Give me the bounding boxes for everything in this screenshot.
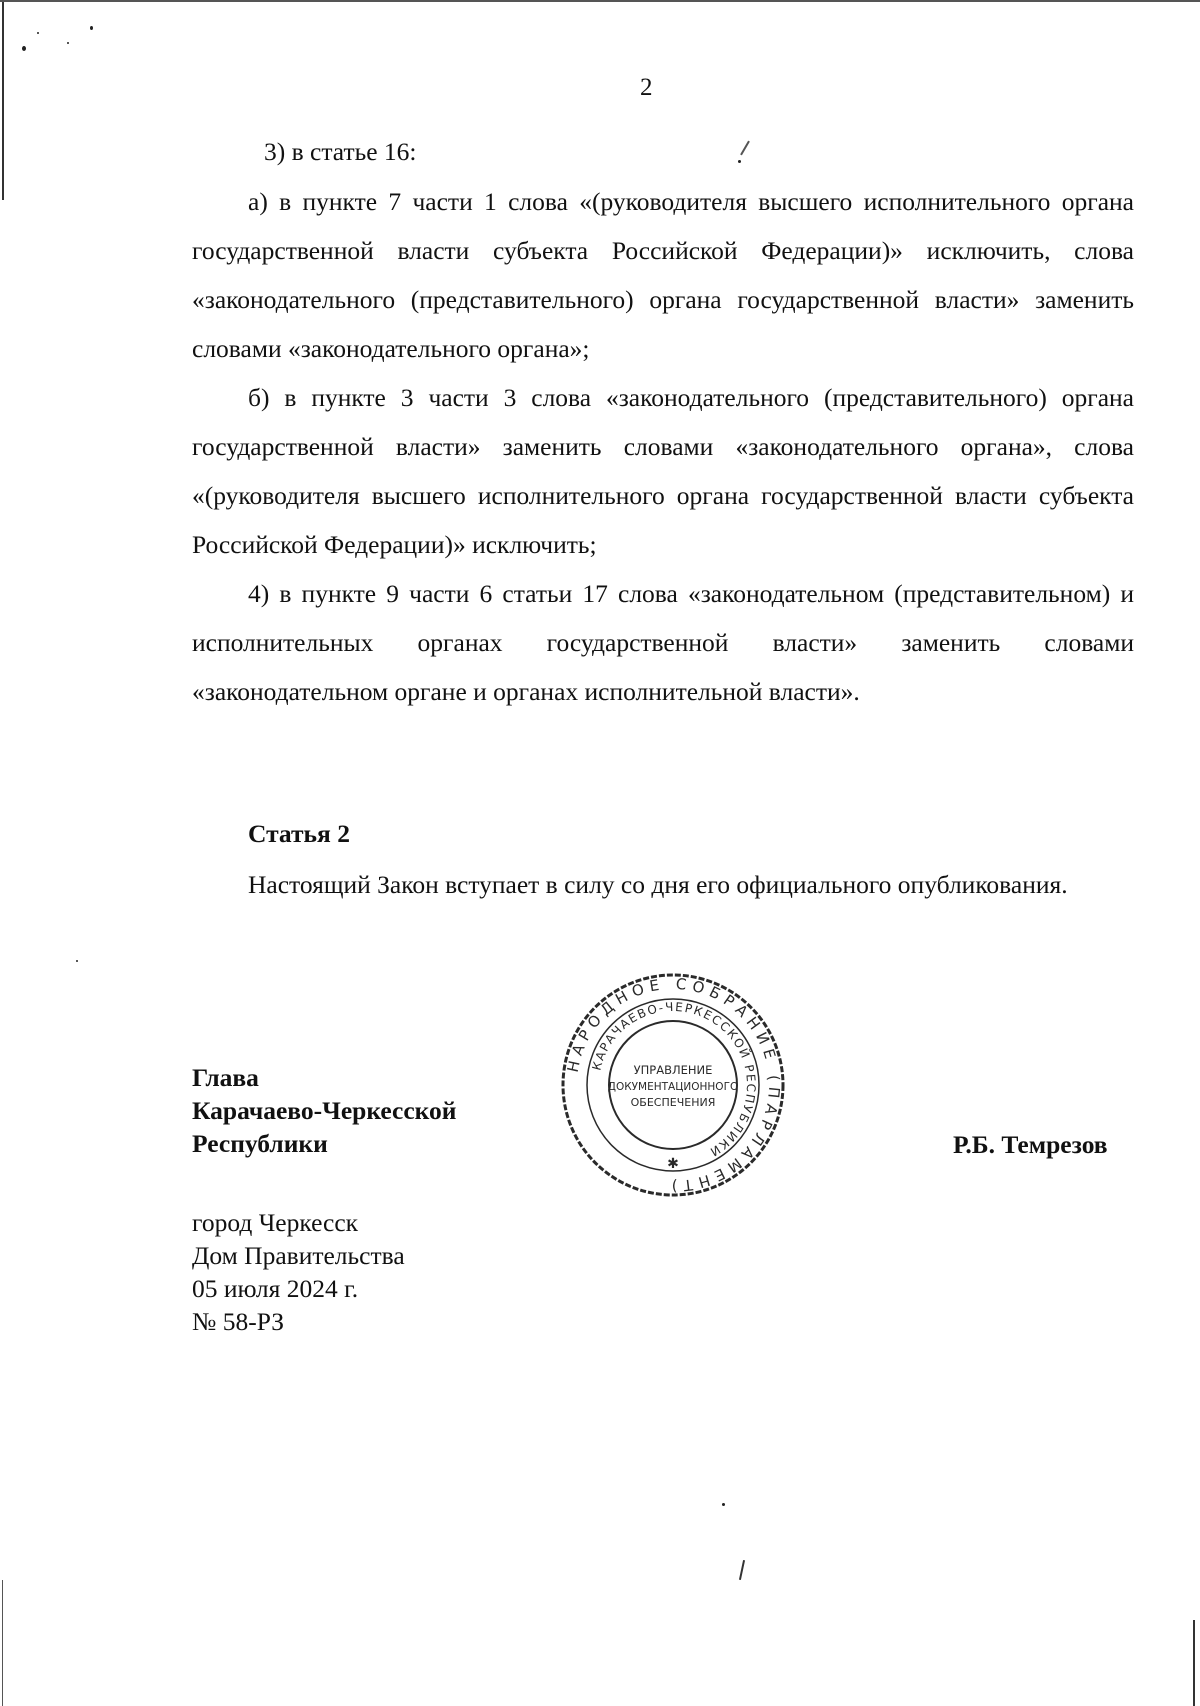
scan-speck	[722, 1503, 725, 1506]
signature-title	[192, 1061, 456, 1160]
stamp-center-line: ОБЕСПЕЧЕНИЯ	[630, 1096, 716, 1109]
page-number: 2	[640, 74, 653, 101]
paragraph-item-3: 3) в статье 16:	[264, 137, 417, 166]
signature-title-line: Республики	[192, 1129, 328, 1158]
signature-title-line: Глава	[192, 1063, 259, 1092]
scan-left-edge-line	[2, 0, 4, 200]
place-building: Дом Правительства	[192, 1241, 405, 1270]
scan-speck	[76, 960, 78, 962]
scan-speck	[90, 26, 93, 30]
place-city: город Черкесск	[192, 1208, 359, 1237]
paragraph-subitem-a: а) в пункте 7 части 1 слова «(руководителя высшего исполнительного органа государственной власти субъекта Российской Федерации)» исключить, слова «законодательного (представительного) органа государственной власти» заменить словами «законодательного органа»;	[192, 187, 1134, 363]
scan-pen-mark	[739, 1560, 745, 1580]
stamp-center-line: УПРАВЛЕНИЕ	[633, 1063, 713, 1077]
scan-top-edge-line	[0, 0, 1200, 2]
scan-speck	[37, 32, 39, 34]
document-number: № 58-РЗ	[192, 1307, 284, 1336]
stamp-star-icon: ✱	[667, 1156, 679, 1172]
article-text: Настоящий Закон вступает в силу со дня его официального опубликования.	[248, 870, 1068, 899]
stamp-inner-text: КАРАЧАЕВО-ЧЕРКЕССКОЙ РЕСПУБЛИКИ	[589, 999, 759, 1160]
paragraph-item-4: 4) в пункте 9 части 6 статьи 17 слова «законодательном (представительном) и исполнительных органах государственной власти» заменить словами «законодательном органе и органах исполнительной власти».	[192, 579, 1134, 706]
scan-speck	[22, 46, 26, 51]
scan-bottom-left-line	[2, 1580, 3, 1706]
stamp-outer-text: НАРОДНОЕ СОБРАНИЕ (ПАРЛАМЕНТ)	[563, 974, 784, 1196]
signer-name: Р.Б. Темрезов	[953, 1130, 1108, 1159]
scan-right-edge-line	[1193, 1620, 1195, 1706]
scan-speck	[67, 42, 69, 44]
article-heading: Статья 2	[248, 819, 350, 848]
stamp-center-line: ДОКУМЕНТАЦИОННОГО	[607, 1081, 739, 1093]
place-and-date	[192, 1206, 405, 1338]
official-stamp	[560, 968, 786, 1202]
signature-title-line: Карачаево-Черкесской	[192, 1096, 457, 1125]
document-date: 05 июля 2024 г.	[192, 1274, 359, 1303]
paragraph-subitem-b: б) в пункте 3 части 3 слова «законодательного (представительного) органа государственной власти» заменить словами «законодательного органа», слова «(руководителя высшего исполнительного органа государственной власти субъекта Российской Федерации)» исключить;	[192, 383, 1134, 559]
